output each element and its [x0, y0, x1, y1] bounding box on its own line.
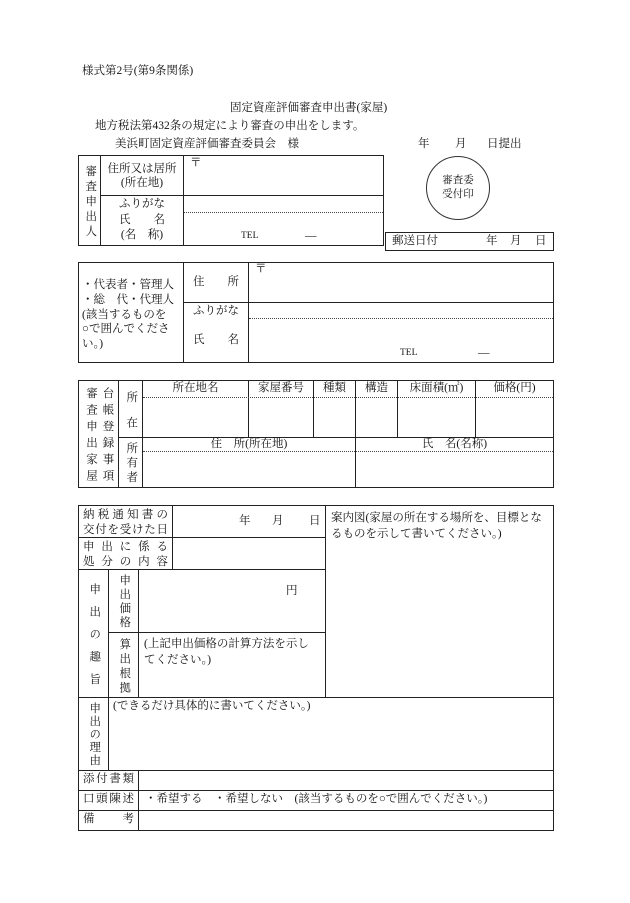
postal-mark: 〒 — [255, 263, 267, 275]
submit-date-year: 年 — [418, 138, 430, 150]
column-header: 床面積(㎡) — [409, 382, 464, 394]
mail-date-box — [385, 232, 554, 251]
attachments-label-wrap — [83, 772, 134, 787]
postal-mark: 〒 — [190, 157, 202, 169]
applicant-tel-label: TEL — [241, 231, 259, 241]
role-note-line: ・代表者・管理人 — [82, 279, 174, 291]
applicant-name-label: 氏 名 — [119, 214, 165, 226]
applicant-name-value-cell — [183, 195, 384, 246]
furigana-divider — [249, 318, 553, 319]
location-label-cell — [118, 380, 143, 442]
column-header: 氏 名(名称) — [421, 438, 488, 450]
addressee: 美浜町固定資産評価審査委員会 様 — [115, 138, 299, 150]
mail-date-month: 月 — [510, 235, 522, 247]
property-label-right: 台帳登録事項 — [101, 387, 114, 486]
property-label-cell — [78, 380, 119, 488]
price-unit: 円 — [286, 585, 298, 597]
disposition-label — [83, 540, 168, 569]
furigana-divider — [184, 212, 383, 213]
remarks-label-cell — [78, 810, 139, 831]
price-value-cell — [138, 569, 326, 633]
notice-date-year: 年 — [239, 515, 251, 527]
reception-stamp-line1: 審査委 — [442, 175, 474, 186]
price-label-cell — [108, 569, 139, 633]
location-label: 所在 — [125, 390, 138, 442]
representative-role-cell — [78, 262, 184, 363]
representative-tel-separator: — — [478, 347, 490, 359]
mail-date-label: 郵送日付 — [392, 235, 438, 247]
basis-label: 算出根拠 — [118, 637, 131, 696]
applicant-furigana-label: ふりがな — [119, 198, 165, 210]
reception-stamp-line2: 受付印 — [442, 189, 474, 200]
column-header: 種類 — [323, 382, 346, 394]
remarks-label: 備 考 — [83, 813, 134, 825]
owner-address-column — [142, 437, 356, 488]
intro-text: 地方税法第432条の規定により審査の申出をします。 — [95, 120, 365, 132]
purpose-label: 申出の趣旨 — [88, 582, 101, 696]
column-header: 構造 — [365, 382, 388, 394]
role-note-line: い。) — [82, 338, 104, 351]
submit-date-month: 月 — [455, 138, 467, 150]
submit-date-day: 日提出 — [487, 138, 522, 150]
owner-label: 所有者 — [125, 442, 138, 486]
notice-date-month: 月 — [272, 515, 284, 527]
disposition-label-cell — [78, 537, 173, 570]
notice-date-label-cell — [78, 505, 173, 538]
disposition-label-line: 処分の内容 — [83, 555, 168, 568]
header-divider — [143, 451, 553, 452]
oral-statement-label-wrap — [83, 792, 134, 807]
oral-statement-value-cell — [138, 790, 554, 811]
oral-statement-options: ・希望する ・希望しない (該当するものを○で囲んでください。) — [145, 793, 488, 805]
reason-value-cell — [108, 697, 554, 771]
type-column — [313, 380, 356, 438]
role-note-line: ○で囲んでくださ — [82, 323, 170, 336]
price-column — [475, 380, 554, 438]
column-header: 所在地名 — [172, 382, 219, 394]
applicant-section-label-cell — [78, 155, 101, 246]
remarks-label-wrap — [83, 812, 134, 827]
role-note-line: ・総 代・代理人 — [82, 293, 174, 306]
property-label-left: 審査申出家屋 — [85, 387, 97, 486]
location-name-column — [142, 380, 249, 438]
representative-name-label-cell — [183, 302, 249, 363]
attachments-label-cell — [78, 770, 139, 791]
house-number-column — [248, 380, 314, 438]
reason-note: (できるだけ具体的に書いてください。) — [113, 700, 311, 712]
price-label: 申出価格 — [118, 574, 131, 631]
mail-date-day: 日 — [535, 235, 547, 247]
role-note-line: (該当するものを — [82, 308, 167, 321]
basis-value-cell — [138, 632, 326, 698]
basis-note: (上記申出価格の計算方法を示してください。) — [144, 638, 309, 666]
notice-date-label-line: 交付を受けた日 — [83, 523, 168, 536]
reception-stamp — [426, 156, 490, 220]
owner-label-cell — [118, 437, 143, 488]
applicant-address-label-sub: (所在地) — [120, 176, 164, 189]
basis-label-cell — [108, 632, 139, 698]
form-number: 様式第2号(第9条関係) — [82, 65, 194, 77]
applicant-address-value-cell — [183, 155, 384, 196]
attachments-value-cell — [138, 770, 554, 791]
column-header: 家屋番号 — [258, 382, 304, 394]
oral-statement-label: 口頭陳述 — [83, 793, 134, 805]
applicant-address-label-cell — [100, 155, 184, 196]
form-title: 固定資産評価審査申出書(家屋) — [230, 102, 388, 114]
mail-date-year: 年 — [486, 235, 498, 247]
attachments-label: 添付書類 — [83, 773, 134, 785]
applicant-tel-separator: — — [305, 230, 317, 242]
floor-area-column — [397, 380, 476, 438]
map-cell — [325, 505, 554, 698]
column-header: 住 所(所在地) — [210, 438, 288, 450]
applicant-name-label-sub: (名 称) — [120, 229, 164, 241]
representative-tel-label: TEL — [400, 348, 418, 358]
representative-address-value-cell — [248, 262, 554, 303]
disposition-label-line: 申出に係る — [83, 541, 168, 553]
map-note: 案内図(家屋の所在する場所を、目標となるものを示して書いてください。) — [331, 512, 542, 540]
disposition-value-cell — [172, 537, 326, 570]
notice-date-label-line: 納税通知書の — [83, 509, 168, 521]
owner-name-column — [355, 437, 554, 488]
notice-date-label — [83, 508, 168, 537]
representative-address-label-cell — [183, 262, 249, 303]
applicant-section-label: 審査申出人 — [84, 164, 97, 240]
applicant-address-label: 住所又は居所 — [107, 162, 177, 175]
header-divider — [143, 397, 553, 398]
applicant-name-label-cell — [100, 195, 184, 246]
notice-date-value-cell — [172, 505, 326, 538]
column-header: 価格(円) — [493, 382, 536, 394]
notice-date-day: 日 — [309, 515, 321, 527]
representative-role-note — [82, 278, 174, 352]
reason-label-cell — [78, 697, 109, 771]
remarks-value-cell — [138, 810, 554, 831]
structure-column — [355, 380, 398, 438]
oral-statement-label-cell — [78, 790, 139, 811]
reason-label: 申出の理由 — [88, 702, 101, 768]
representative-address-label: 住 所 — [193, 275, 239, 288]
representative-furigana-label: ふりがな — [193, 305, 239, 317]
representative-name-label: 氏 名 — [193, 334, 239, 346]
purpose-label-cell — [78, 569, 109, 698]
representative-name-value-cell — [248, 302, 554, 363]
